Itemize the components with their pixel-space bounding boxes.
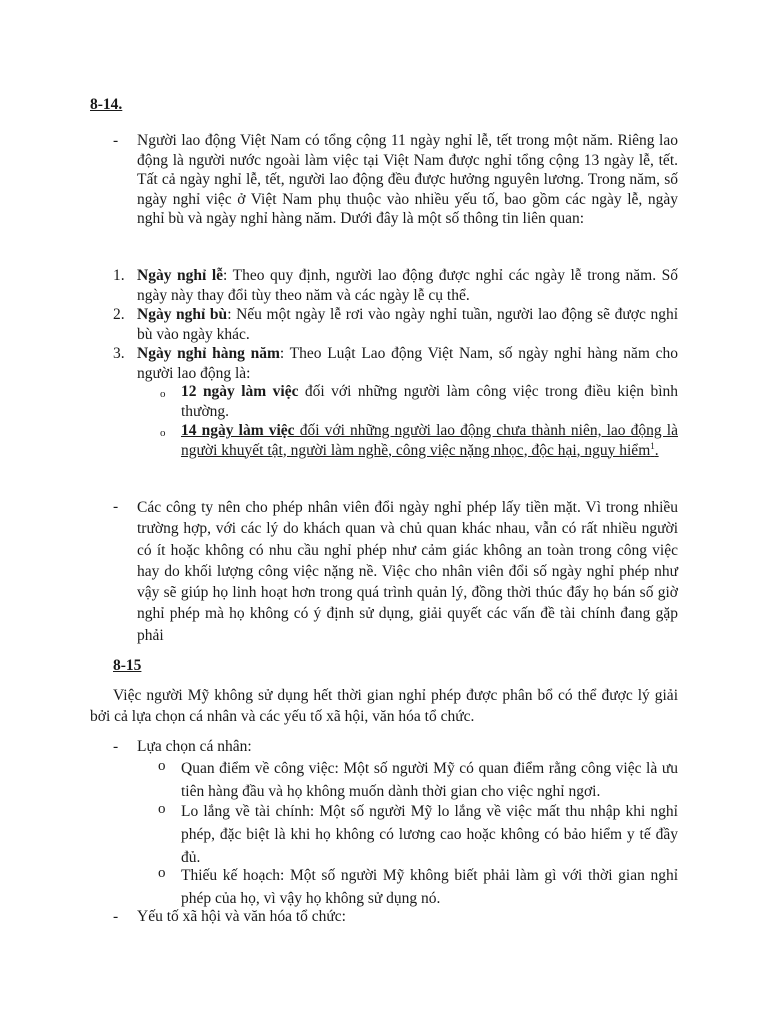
list-term: Ngày nghỉ bù [137,306,228,323]
circle-bullet-icon: o [160,388,166,400]
sub-text: đối với những người làm công việc trong điều kiện bình thường. [181,383,679,420]
intro-paragraph: Người lao động Việt Nam có tổng cộng 11 ngày nghỉ lễ, tết trong một năm. Riêng lao động là người nước ngoài làm việc tại Việt Nam được nghỉ tổng cộng 13 ngày lễ, tết. Tất cả ngày nghỉ lễ, tết, người lao động đều được hưởng nguyên lương. Trong năm, số ngày nghỉ việc ở Việt Nam phụ thuộc vào nhiều yếu tố, bao gồm các ngày lễ, ngày nghỉ bù và ngày nghỉ hàng năm. Dưới đây là một số thông tin liên quan: [137,132,678,227]
list-text: : Nếu một ngày lễ rơi vào ngày nghỉ tuần, người lao động sẽ được nghỉ bù vào ngày khác. [137,306,679,343]
personal-choice-label: Lựa chọn cá nhân: [137,738,252,755]
circle-bullet-icon: o [158,801,166,817]
list-term: Ngày nghỉ hàng năm [137,345,280,362]
dash-marker: - [113,738,119,755]
sub-item-no-plan: Thiếu kế hoạch: Một số người Mỹ không biết phải làm gì với thời gian nghỉ phép của họ, vì vậy họ không sử dụng nó. [181,867,678,907]
list-item-compensatory [137,305,678,344]
list-item-holidays [137,266,678,305]
circle-bullet-icon: o [158,865,166,881]
cash-out-paragraph: Các công ty nên cho phép nhân viên đổi ngày nghỉ phép lấy tiền mặt. Vì trong nhiều trường hợp, với các lý do khách quan và chủ quan khác nhau, vẫn có rất nhiều người có ít hoặc không có nhu cầu nghỉ phép như cảm giác không an toàn trong công việc hay do khối lượng công việc nặng nề. Việc cho nhân viên đổi số ngày nghỉ phép như vậy sẽ giúp họ linh hoạt hơn trong quá trình quản lý, đồng thời thúc đẩy họ bán số giờ nghỉ phép mà họ không có ý định sử dụng, giải quyết các vấn đề tài chính đang gặp phải [137,499,678,644]
list-text: : Theo Luật Lao động Việt Nam, số ngày nghỉ hàng năm cho người lao động là: [137,345,678,382]
section-heading-8-15: 8-15 [113,657,142,674]
sub-item-14-days [181,421,678,460]
intro-8-15-paragraph: Việc người Mỹ không sử dụng hết thời gian nghỉ phép được phân bổ có thể được lý giải bởi cả lựa chọn cá nhân và các yếu tố xã hội, văn hóa tổ chức. [90,687,678,725]
section-heading-8-14: 8-14. [90,96,123,113]
sub-item-work-view: Quan điểm về công việc: Một số người Mỹ có quan điểm rằng công việc là ưu tiên hàng đầu và họ không muốn dành thời gian cho việc nghỉ ngơi. [181,760,678,800]
sub-item-12-days [181,382,678,421]
list-text: : Theo quy định, người lao động được nghỉ các ngày lễ trong năm. Số ngày này thay đổi tùy theo năm và các ngày lễ cụ thể. [137,267,678,304]
sub-item-financial-worry: Lo lắng về tài chính: Một số người Mỹ lo lắng về việc mất thu nhập khi nghỉ phép, đặc biệt là khi họ không có lương cao hoặc không có bảo hiểm y tế đầy đủ. [181,803,678,866]
footnote-marker[interactable]: 1 [650,440,655,451]
list-number: 2. [113,306,125,323]
dash-marker: - [113,132,119,149]
sub-term: 12 ngày làm việc [181,383,299,400]
sub-text: đối với những người lao động chưa thành niên, lao động là người khuyết tật, người làm nghề, công việc nặng nhọc, độc hại, nguy hiểm [181,422,678,459]
social-culture-label: Yếu tố xã hội và văn hóa tổ chức: [137,908,346,925]
list-number: 3. [113,345,125,362]
sub-term: 14 ngày làm việc [181,422,295,439]
dash-marker: - [113,498,119,515]
list-term: Ngày nghỉ lễ [137,267,224,284]
list-item-annual [137,344,678,383]
sub-end: . [654,441,659,459]
dash-marker: - [113,908,119,925]
circle-bullet-icon: o [158,758,166,774]
list-number: 1. [113,267,125,284]
circle-bullet-icon: o [160,427,166,439]
